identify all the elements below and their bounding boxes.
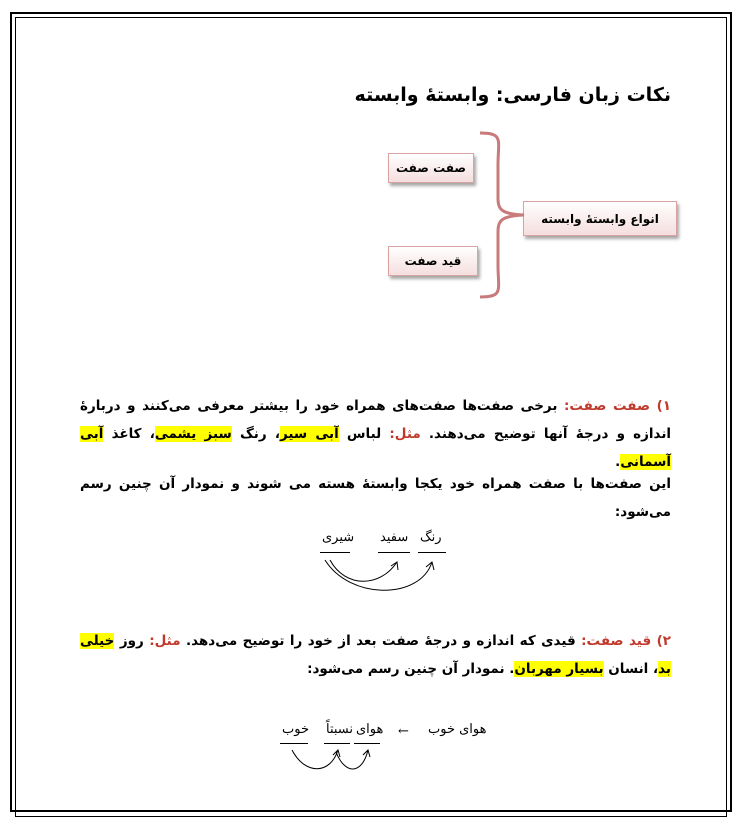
section1-highlight-3: آبی آسمانی [80,426,671,470]
section1-example-text: لباس [346,426,382,442]
diagram2-word-1: هوای [356,722,384,737]
adjective-adjective-box: صفت صفت [388,153,474,183]
section2-example-text: . نمودار آن چنین رسم می‌شود: [307,661,515,677]
diagram2-word-3: خوب [282,722,309,737]
section2-heading: قید صفت: [581,633,652,649]
section1-example-label: مثل: [389,426,421,442]
section2-highlight-2: بسیار مهربان [514,661,604,677]
diagram1-word-3: شیری [322,530,355,545]
section1-example-end: . [615,454,621,470]
section2-example-label: مثل: [149,633,181,649]
section1-highlight-1: آبی سیر [279,426,339,442]
section2-number: ۲) [656,633,672,649]
main-type-box: انواع وابستهٔ وابسته [523,201,677,236]
section2-example-text: روز [119,633,144,649]
arrow-left-icon: ← [398,724,409,739]
adverb-adjective-box: قید صفت [388,246,478,276]
diagram2-word-2: نسبتاً [326,722,354,737]
section2-example-text: ، انسان [608,661,659,677]
section1-example-text: ، رنگ [239,426,280,442]
section1-example-text: ، کاغذ [111,426,155,442]
diagram1-word-1: رنگ [420,530,442,545]
section1-heading: صفت صفت: [563,398,651,414]
section1-number: ۱) [656,398,672,414]
section2-highlight-1: خیلی بد [80,633,671,677]
diagram2-left-phrase: هوای خوب [428,722,487,737]
section1-body: برخی صفت‌ها صفت‌های همراه خود را بیشتر معرفی می‌کنند و دربارهٔ اندازه و درجهٔ آنها توضیح می‌دهند. [80,398,672,442]
page-title: نکات زبان فارسی: وابستهٔ وابسته [354,84,671,106]
section1-note: این صفت‌ها با صفت همراه خود یکجا وابستهٔ هسته می شوند و نمودار آن چنین رسم می‌شود: [80,476,671,520]
section2-body: قیدی که اندازه و درجهٔ صفت بعد از خود را توضیح می‌دهد. [186,633,576,649]
section1-highlight-2: سبز یشمی [154,426,232,442]
diagram1-word-2: سفید [380,530,409,545]
